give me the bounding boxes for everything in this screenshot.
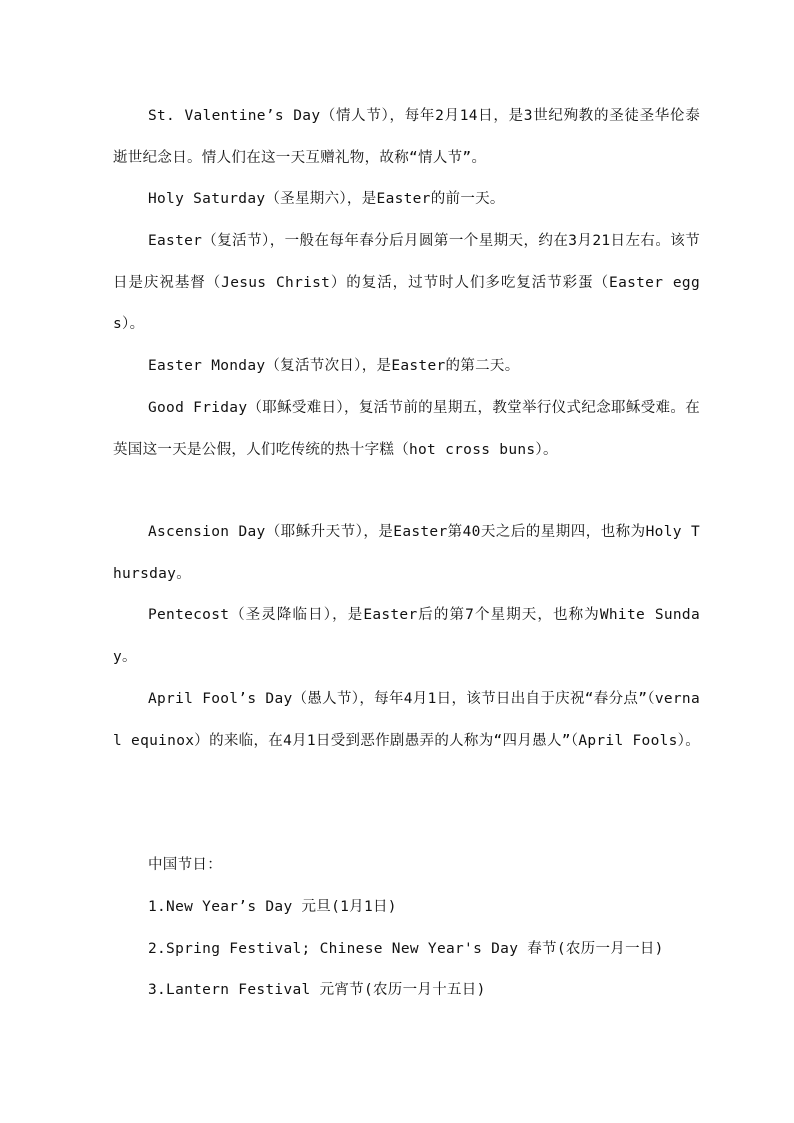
list-item: 1.New Year’s Day 元旦(1月1日) xyxy=(148,899,397,915)
paragraph-easter: Easter（复活节），一般在每年春分后月圆第一个星期天，约在3月21日左右。该节日是庆祝基督（Jesus Christ）的复活，过节时人们多吃复活节彩蛋（Easter eggs）。 xyxy=(113,233,700,332)
paragraph-easter-monday: Easter Monday（复活节次日），是Easter的第二天。 xyxy=(148,358,520,374)
list-item: 2.Spring Festival; Chinese New Year's Day 春节(农历一月一日) xyxy=(148,941,664,957)
paragraph-holy-saturday: Holy Saturday（圣星期六），是Easter的前一天。 xyxy=(148,191,505,207)
paragraph-valentines-day: St. Valentine’s Day（情人节），每年2月14日，是3世纪殉教的圣徒圣华伦泰逝世纪念日。情人们在这一天互赠礼物，故称“情人节”。 xyxy=(113,108,700,166)
list-item: 3.Lantern Festival 元宵节(农历一月十五日) xyxy=(148,982,486,998)
paragraph-april-fools-day: April Fool’s Day（愚人节），每年4月1日，该节日出自于庆祝“春分点”（vernal equinox）的来临，在4月1日受到恶作剧愚弄的人称为“四月愚人”（April Fools）。 xyxy=(113,691,701,749)
section-heading-chinese-festivals: 中国节日： xyxy=(148,857,222,873)
paragraph-pentecost: Pentecost（圣灵降临日），是Easter后的第7个星期天，也称为White Sunday。 xyxy=(113,607,700,665)
paragraph-ascension-day: Ascension Day（耶稣升天节），是Easter第40天之后的星期四，也称为Holy Thursday。 xyxy=(113,524,700,582)
paragraph-good-friday: Good Friday（耶稣受难日），复活节前的星期五，教堂举行仪式纪念耶稣受难。在英国这一天是公假，人们吃传统的热十字糕（hot cross buns）。 xyxy=(113,400,700,458)
